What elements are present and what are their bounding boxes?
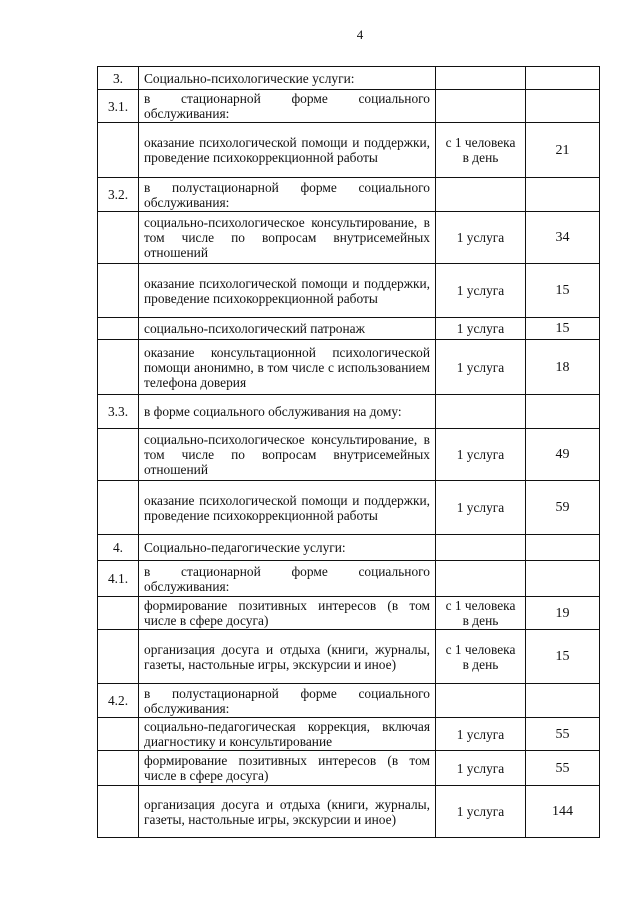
row-number-cell: 3.2. [98,178,139,212]
service-name-cell: в форме социального обслуживания на дому: [139,395,436,429]
table-row [98,395,600,429]
value-cell [526,90,600,123]
unit-cell [436,395,526,429]
service-name-cell: оказание психологической помощи и поддержки, проведение психокоррекционной работы [139,123,436,178]
value-cell: 144 [526,786,600,838]
value-cell [526,561,600,597]
row-number-cell: 4.1. [98,561,139,597]
row-number-cell [98,481,139,535]
page-number: 4 [356,27,364,42]
unit-cell: 1 услуга [436,751,526,786]
service-name-cell: оказание психологической помощи и поддержки, проведение психокоррекционной работы [139,481,436,535]
unit-cell [436,561,526,597]
value-cell [526,67,600,90]
table-row [98,212,600,264]
row-number-cell [98,318,139,340]
service-name-cell: оказание консультационной психологической помощи анонимно, в том числе с использованием телефона доверия [139,340,436,395]
table-row [98,123,600,178]
unit-cell: 1 услуга [436,340,526,395]
table-row [98,535,600,561]
row-number-cell [98,786,139,838]
unit-cell: с 1 человека в день [436,597,526,630]
row-number-cell [98,597,139,630]
row-number-cell: 4.2. [98,684,139,718]
service-name-cell: организация досуга и отдыха (книги, журналы, газеты, настольные игры, экскурсии и иное) [139,630,436,684]
unit-cell: 1 услуга [436,786,526,838]
service-name-cell: социально-педагогическая коррекция, включая диагностику и консультирование [139,718,436,751]
unit-cell: 1 услуга [436,429,526,481]
unit-cell: с 1 человека в день [436,630,526,684]
table-row [98,718,600,751]
table-row [98,684,600,718]
value-cell: 55 [526,751,600,786]
row-number-cell [98,264,139,318]
services-table-body [98,67,600,838]
value-cell [526,684,600,718]
service-name-cell: в стационарной форме социального обслуживания: [139,561,436,597]
row-number-cell: 3. [98,67,139,90]
value-cell: 15 [526,318,600,340]
unit-cell: 1 услуга [436,318,526,340]
row-number-cell: 3.1. [98,90,139,123]
row-number-cell: 3.3. [98,395,139,429]
value-cell [526,535,600,561]
table-row [98,561,600,597]
row-number-cell [98,630,139,684]
value-cell: 34 [526,212,600,264]
value-cell: 59 [526,481,600,535]
services-table [97,66,600,838]
value-cell: 15 [526,264,600,318]
table-row [98,597,600,630]
value-cell: 55 [526,718,600,751]
service-name-cell: Социально-психологические услуги: [139,67,436,90]
table-row [98,67,600,90]
value-cell: 21 [526,123,600,178]
row-number-cell [98,212,139,264]
unit-cell [436,90,526,123]
row-number-cell [98,718,139,751]
value-cell [526,178,600,212]
value-cell: 49 [526,429,600,481]
service-name-cell: оказание психологической помощи и поддержки, проведение психокоррекционной работы [139,264,436,318]
table-row [98,481,600,535]
service-name-cell: социально-психологический патронаж [139,318,436,340]
value-cell: 19 [526,597,600,630]
unit-cell: 1 услуга [436,718,526,751]
service-name-cell: организация досуга и отдыха (книги, журналы, газеты, настольные игры, экскурсии и иное) [139,786,436,838]
table-row [98,90,600,123]
table-row [98,340,600,395]
unit-cell [436,684,526,718]
row-number-cell [98,340,139,395]
unit-cell: 1 услуга [436,481,526,535]
unit-cell: 1 услуга [436,264,526,318]
unit-cell [436,178,526,212]
service-name-cell: в полустационарной форме социального обслуживания: [139,684,436,718]
table-row [98,429,600,481]
table-row [98,178,600,212]
row-number-cell [98,429,139,481]
unit-cell [436,67,526,90]
table-row [98,786,600,838]
row-number-cell [98,123,139,178]
service-name-cell: в полустационарной форме социального обслуживания: [139,178,436,212]
unit-cell: 1 услуга [436,212,526,264]
table-row [98,264,600,318]
service-name-cell: Социально-педагогические услуги: [139,535,436,561]
value-cell [526,395,600,429]
table-row [98,318,600,340]
row-number-cell [98,751,139,786]
service-name-cell: в стационарной форме социального обслуживания: [139,90,436,123]
row-number-cell: 4. [98,535,139,561]
service-name-cell: социально-психологическое консультирование, в том числе по вопросам внутрисемейных отношений [139,429,436,481]
value-cell: 18 [526,340,600,395]
unit-cell: с 1 человека в день [436,123,526,178]
service-name-cell: формирование позитивных интересов (в том числе в сфере досуга) [139,597,436,630]
value-cell: 15 [526,630,600,684]
service-name-cell: формирование позитивных интересов (в том числе в сфере досуга) [139,751,436,786]
service-name-cell: социально-психологическое консультирование, в том числе по вопросам внутрисемейных отношений [139,212,436,264]
table-row [98,630,600,684]
table-row [98,751,600,786]
unit-cell [436,535,526,561]
